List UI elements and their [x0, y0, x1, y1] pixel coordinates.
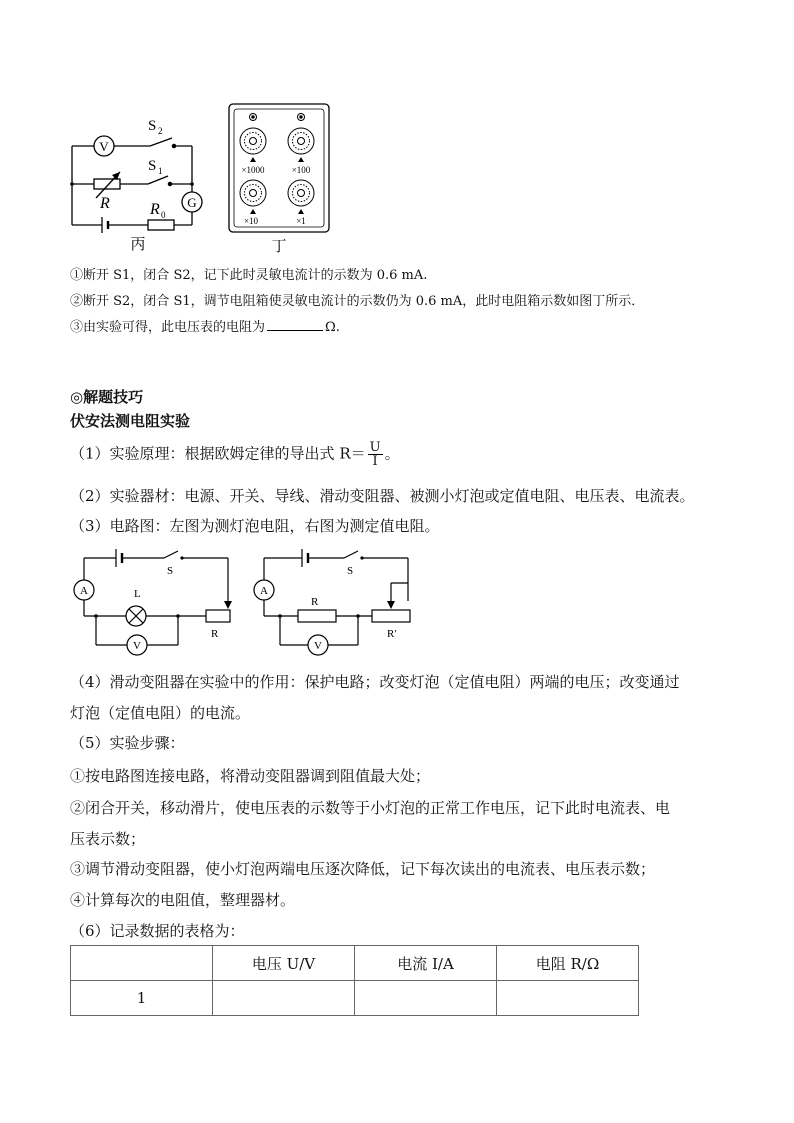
- switch-s2-subscript: 2: [158, 126, 163, 136]
- circuit-description: （3）电路图：左图为测灯泡电阻，右图为测定值电阻。: [70, 517, 440, 535]
- step-3-line: [70, 316, 340, 335]
- table-header-cell: 电阻 R/Ω: [497, 946, 639, 981]
- dial-label-1: ×1: [296, 216, 306, 226]
- step-2-text: ②断开 S2，闭合 S1，调节电阻箱使灵敏电流计的示数仍为 0.6 mA，此时电阻箱示数如图丁所示．: [70, 294, 645, 309]
- switch-label: S: [347, 565, 354, 577]
- figure-caption-ding: 丁: [271, 239, 287, 255]
- voltmeter-label: V: [133, 640, 141, 652]
- step-3-text: ③由实验可得，此电压表的电阻为: [70, 320, 266, 335]
- formula-fraction: [368, 441, 383, 468]
- table-header-cell: 电压 U/V: [213, 946, 355, 981]
- circuit-diagram-resistor: [250, 543, 420, 661]
- resistor-r0-label: R: [150, 201, 160, 218]
- principle-end: 。: [384, 444, 400, 463]
- figure-caption-bing: 丙: [130, 237, 146, 253]
- steps-heading: （5）实验步骤：: [70, 734, 185, 752]
- principle-text: （1）实验原理：根据欧姆定律的导出式 R＝: [70, 444, 366, 463]
- rheostat-role-line-2: 灯泡（定值电阻）的电流。: [70, 704, 251, 722]
- switch-s1-label: S: [148, 158, 157, 174]
- data-table: [70, 945, 639, 1016]
- lamp-label: L: [134, 588, 141, 600]
- galvanometer-label: G: [187, 195, 197, 210]
- tips-subheading: 伏安法测电阻实验: [70, 412, 191, 430]
- switch-label: S: [167, 565, 174, 577]
- table-row: [71, 981, 639, 1016]
- voltmeter-label: V: [314, 640, 322, 652]
- table-intro: （6）记录数据的表格为：: [70, 922, 245, 940]
- equipment-text: （2）实验器材：电源、开关、导线、滑动变阻器、被测小灯泡或定值电阻、电压表、电流表。: [70, 487, 695, 505]
- procedure-step-4: ④计算每次的电阻值，整理器材。: [70, 891, 296, 909]
- circuit-diagram-lamp: [70, 543, 240, 661]
- procedure-step-1: ①按电路图连接电路，将滑动变阻器调到阻值最大处；: [70, 767, 431, 785]
- switch-s2-label: S: [148, 118, 157, 134]
- table-cell: [497, 981, 639, 1016]
- answer-blank: [267, 318, 323, 331]
- voltmeter-label: V: [99, 139, 109, 154]
- rheostat-label: R: [211, 628, 219, 640]
- ammeter-label: A: [260, 585, 268, 597]
- step-3-unit: Ω.: [325, 320, 340, 335]
- ammeter-label: A: [80, 585, 88, 597]
- step-1-text: ①断开 S1，闭合 S2，记下此时灵敏电流计的示数为 0.6 mA.: [70, 268, 428, 283]
- resistor-label: R: [311, 596, 319, 608]
- rheostat-role-line-1: （4）滑动变阻器在实验中的作用：保护电路；改变灯泡（定值电阻）两端的电压；改变通过: [70, 673, 680, 691]
- resistance-box-diagram: [226, 102, 332, 256]
- resistor-r0-subscript: 0: [161, 210, 166, 220]
- switch-s1-subscript: 1: [158, 166, 163, 176]
- table-header-cell: [71, 946, 213, 981]
- rheostat-label: R: [100, 195, 110, 212]
- dial-label-1000: ×1000: [241, 165, 265, 175]
- dial-label-10: ×10: [243, 216, 259, 226]
- formula-denominator: I: [372, 454, 378, 469]
- circuit-diagram-bing: [66, 112, 216, 254]
- tips-heading: ◎解题技巧: [70, 388, 144, 406]
- dial-label-100: ×100: [291, 165, 311, 175]
- table-cell: 1: [71, 981, 213, 1016]
- table-header-cell: 电流 I/A: [355, 946, 497, 981]
- table-header-row: [71, 946, 639, 981]
- procedure-step-2-line-2: 压表示数；: [70, 830, 146, 848]
- table-cell: [213, 981, 355, 1016]
- principle-line: [70, 441, 400, 468]
- rheostat-label: R′: [387, 628, 397, 640]
- formula-numerator: U: [369, 440, 381, 455]
- procedure-step-2-line-1: ②闭合开关，移动滑片，使电压表的示数等于小灯泡的正常工作电压，记下此时电流表、电: [70, 799, 671, 817]
- procedure-step-3: ③调节滑动变阻器，使小灯泡两端电压逐次降低，记下每次读出的电流表、电压表示数；: [70, 860, 656, 878]
- table-cell: [355, 981, 497, 1016]
